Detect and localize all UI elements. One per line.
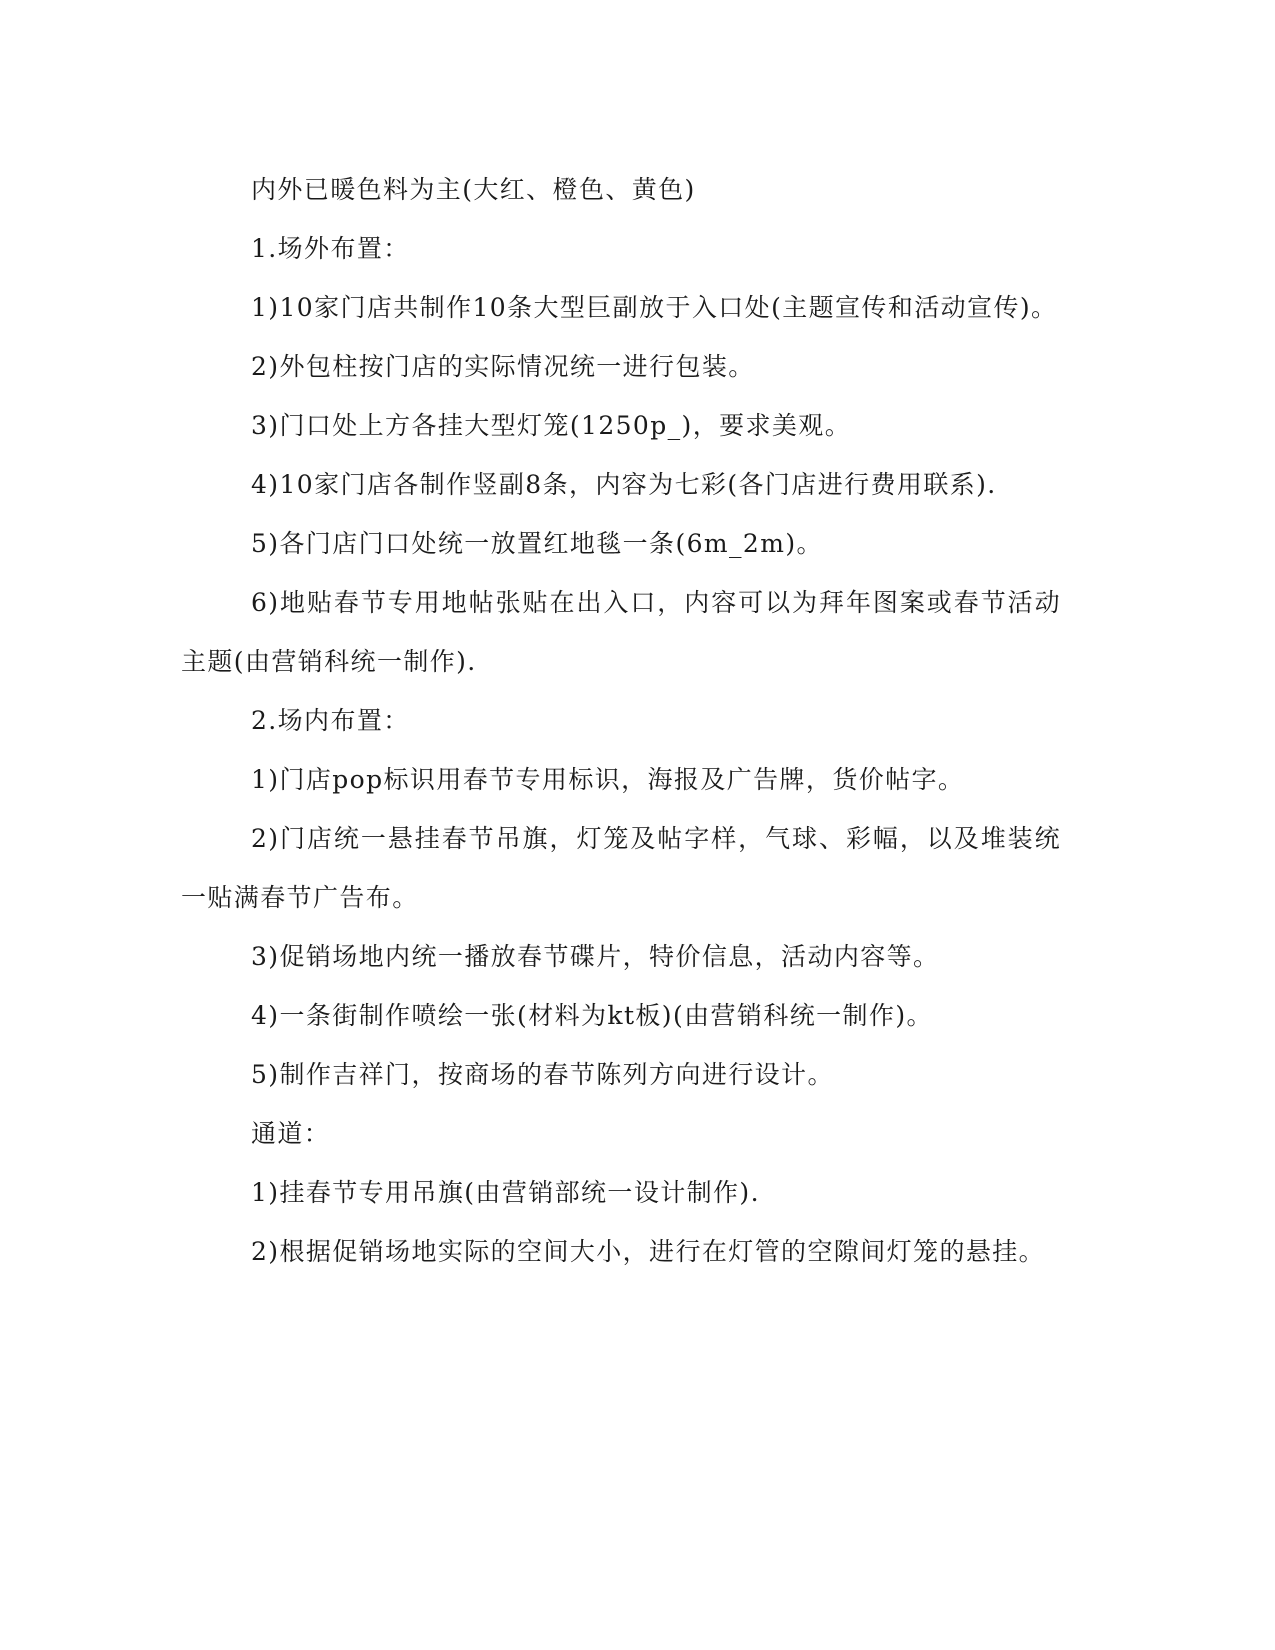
outdoor-item-5: 5)各门店门口处统一放置红地毯一条(6m_2m)。 [251, 529, 823, 558]
intro-color-note: 内外已暖色料为主(大红、橙色、黄色) [251, 175, 696, 204]
document-page [181, 160, 1061, 1281]
section-heading-aisle: 通道： [251, 1119, 331, 1148]
aisle-item-1: 1)挂春节专用吊旗(由营销部统一设计制作). [251, 1178, 760, 1207]
indoor-item-5: 5)制作吉祥门，按商场的春节陈列方向进行设计。 [251, 1060, 834, 1089]
indoor-item-1: 1)门店pop标识用春节专用标识，海报及广告牌，货价帖字。 [251, 765, 965, 794]
outdoor-item-3: 3)门口处上方各挂大型灯笼(1250p_)，要求美观。 [251, 411, 852, 440]
indoor-item-3: 3)促销场地内统一播放春节碟片，特价信息，活动内容等。 [251, 942, 940, 971]
indoor-item-4: 4)一条街制作喷绘一张(材料为kt板)(由营销科统一制作)。 [251, 1001, 933, 1030]
outdoor-item-1: 1)10家门店共制作10条大型巨副放于入口处(主题宣传和活动宣传)。 [251, 293, 1058, 322]
section-heading-indoor: 2.场内布置： [251, 706, 410, 735]
indoor-item-2: 2)门店统一悬挂春节吊旗，灯笼及帖字样，气球、彩幅，以及堆装统一贴满春节广告布。 [181, 824, 1061, 912]
outdoor-item-4: 4)10家门店各制作竖副8条，内容为七彩(各门店进行费用联系). [251, 470, 997, 499]
outdoor-item-6: 6)地贴春节专用地帖张贴在出入口，内容可以为拜年图案或春节活动主题(由营销科统一制作). [181, 588, 1061, 676]
outdoor-item-2: 2)外包柱按门店的实际情况统一进行包装。 [251, 352, 755, 381]
aisle-item-2: 2)根据促销场地实际的空间大小，进行在灯管的空隙间灯笼的悬挂。 [251, 1237, 1046, 1266]
section-heading-outdoor: 1.场外布置： [251, 234, 410, 263]
